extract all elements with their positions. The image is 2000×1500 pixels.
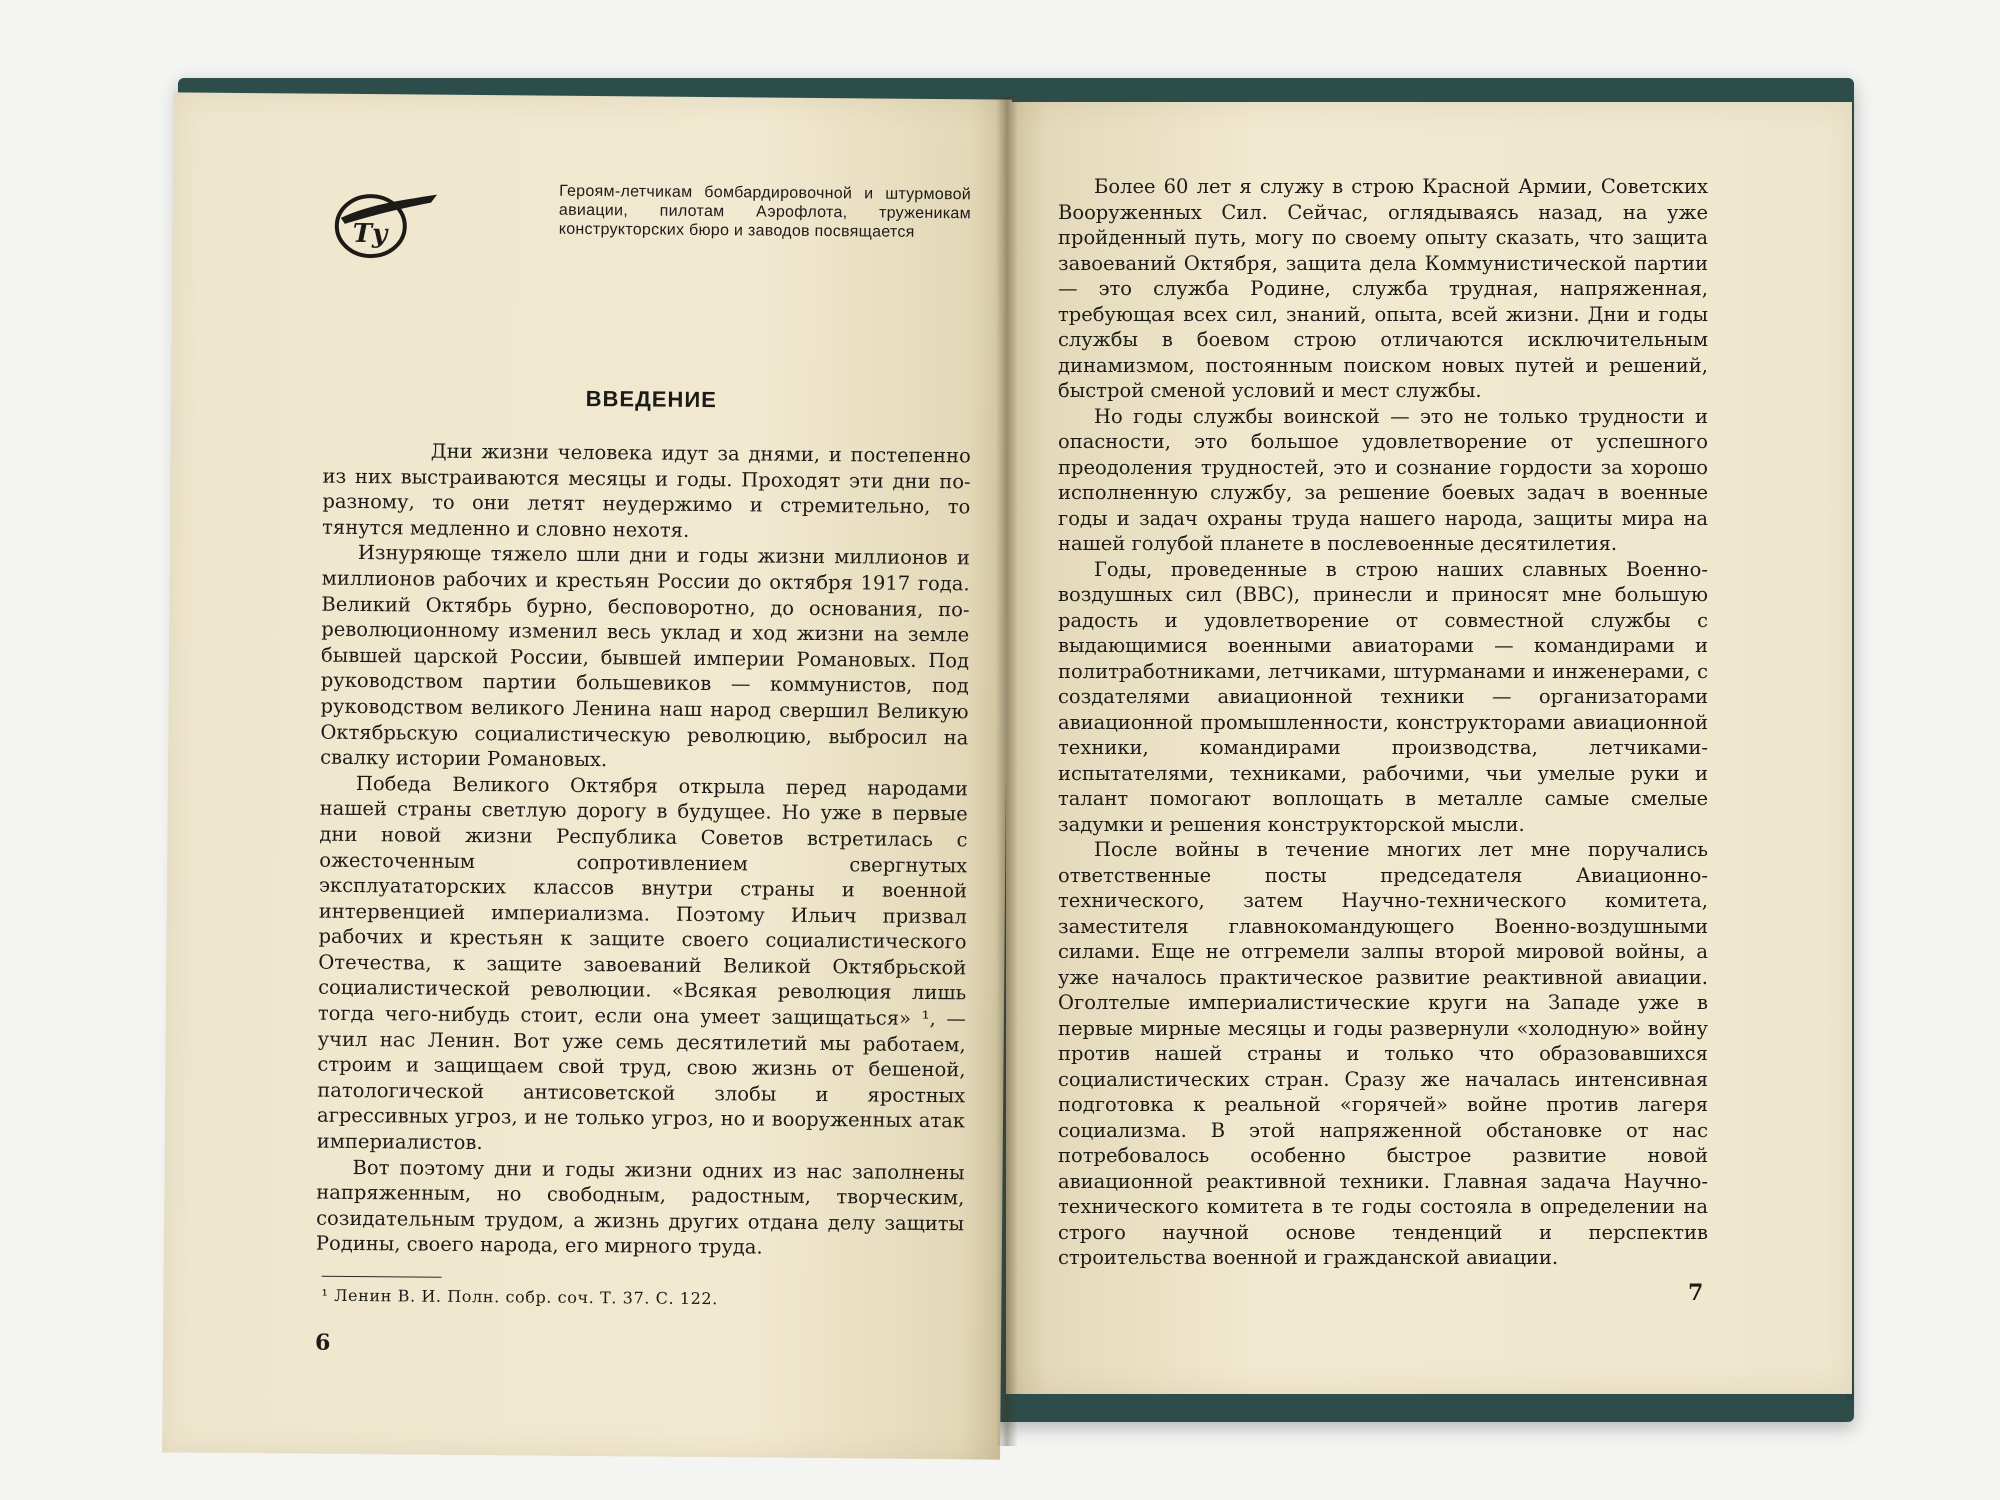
left-page <box>162 92 1012 1459</box>
footnote: ¹ Ленин В. И. Полн. собр. соч. Т. 37. С. 122. <box>321 1285 718 1309</box>
book-gutter <box>996 96 1018 1446</box>
paragraph: После войны в течение многих лет мне поручались ответственные посты председателя Авиационно-технического, затем Научно-технического комитета, заместителя главнокомандующего Военно-воздушными силами. Еще не отгремели залпы второй мировой войны, а уже началось практическое развитие реактивной авиации. Оголтелые империалистические круги на Западе уже в первые мирные месяцы и годы развернули «холодную» войну против нашей страны и только что образовавшихся социалистических стран. Сразу же началась интенсивная подготовка к реальной «горячей» войне против лагеря социализма. В этой напряженной обстановке от нас потребовалось особенно быстрое развитие новой авиационной реактивной техники. Главная задача Научно-технического комитета в те годы состояла в определении на строго научной основе тенденций и перспектив строительства военной и гражданской авиации. <box>1058 838 1708 1269</box>
svg-text:Ту: Ту <box>352 218 388 250</box>
page-number-right: 7 <box>1688 1280 1704 1306</box>
right-page <box>1006 102 1852 1394</box>
footnote-rule <box>322 1276 442 1278</box>
page-number-left: 6 <box>314 1329 331 1356</box>
paragraph: Годы, проведенные в строю наших славных Военно-воздушных сил (ВВС), принесли и приносят мне большую радость и удовлетворение от совместной службы с выдающимися военными авиаторами — командирами и политработниками, летчиками, штурманами и инженерами, с создателями авиационной техники — организаторами авиационной промышленности, конструкторами авиационной техники, командирами производства, летчиками-испытателями, техниками, рабочими, чьи умелые руки и талант помогают воплощать в металле самые смелые задумки и решения конструкторской мысли. <box>1058 557 1708 836</box>
paragraph: Победа Великого Октября открыла перед народами нашей страны светлую дорогу в будущее. Но уже в первые дни новой жизни Республика Советов встретилась с ожесточенным сопротивлением свергнутых эксплуататорских классов внутри страны и военной интервенцией империализма. Поэтому Ильич призвал рабочих и крестьян к защите своего социалистического Отечества, к защите завоеваний Великой Октябрьской социалистической революции. «Всякая революция лишь тогда чего-нибудь стоит, если она умеет защищаться» ¹, — учил нас Ленин. Вот уже семь десятилетий мы работаем, строим и защищаем свой труд, свою жизнь от бешеной, патологической антисоветской злобы и яростных агрессивных угроз, и не только угроз, но и вооруженных атак империалистов. <box>316 771 969 1155</box>
paragraph: Но годы службы воинской — это не только трудности и опасности, это большое удовлетворение от успешного преодоления трудностей, это и сознание гордости за хорошо исполненную службу, за решение боевых задач в военные годы и задач охраны труда нашего народа, защиты мира на нашей голубой планете в послевоенные десятилетия. <box>1058 404 1708 555</box>
dedication: Героям-летчикам бомбардировочной и штурмовой авиации, пилотам Аэрофлота, труженикам конструкторских бюро и заводов посвящается <box>558 182 972 241</box>
tu-aircraft-emblem-icon <box>330 182 439 263</box>
paragraph: Вот поэтому дни и годы жизни одних из нас заполнены напряженным, но свободным, радостным, творческим, созидательным трудом, а жизнь других отдана делу защиты Родины, своего народа, его мирного труда. <box>315 1155 965 1259</box>
paragraph: Изнуряюще тяжело шли дни и годы жизни миллионов и миллионов рабочих и крестьян России до октября 1917 года. Великий Октябрь бурно, бесповоротно, до основания, по-революционному изменил весь уклад и ход жизни на земле бывшей царской России, бывшей империи Романовых. Под руководством партии большевиков — коммунистов, под руководством великого Ленина наш народ свершил Великую Октябрьскую социалистическую революцию, выбросил на свалку истории Романовых. <box>320 541 971 772</box>
paragraph: Дни жизни человека идут за днями, и постепенно из них выстраиваются месяцы и годы. Проходят эти дни по-разному, то они летят неудержимо и стремительно, то тянутся медленно и словно нехотя. <box>322 439 971 542</box>
right-body-text <box>1058 174 1708 1271</box>
left-body-text <box>316 438 971 1263</box>
paragraph: Более 60 лет я служу в строю Красной Армии, Советских Вооруженных Сил. Сейчас, оглядываясь назад, на уже пройденный путь, могу по своему опыту сказать, что защита завоеваний Октября, защита дела Коммунистической партии — это служба Родине, служба трудная, напряженная, требующая всех сил, знаний, опыта, всей жизни. Дни и годы службы в боевом строю отличаются исключительным динамизмом, постоянным поиском новых путей и решений, быстрой сменой условий и мест службы. <box>1058 175 1708 402</box>
page-title: ВВЕДЕНИЕ <box>585 385 717 413</box>
